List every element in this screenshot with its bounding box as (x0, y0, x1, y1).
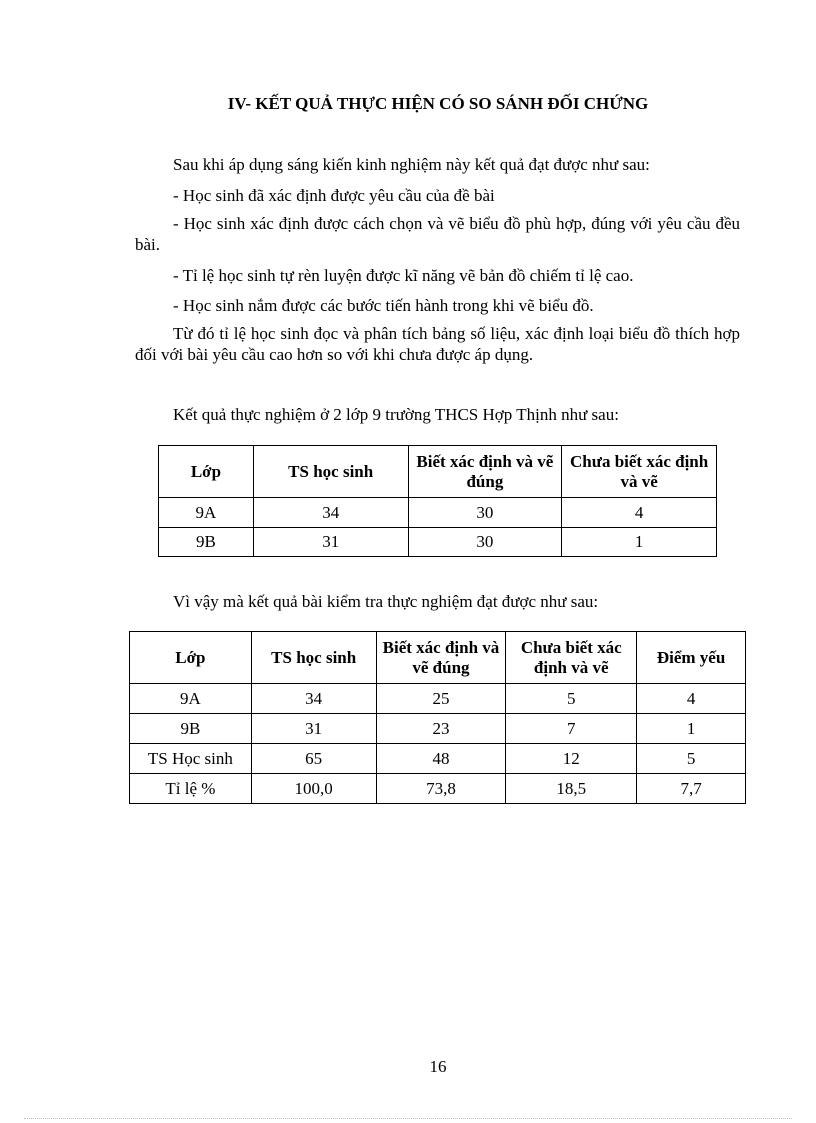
header-cell: Chưa biết xác định và vẽ (562, 446, 717, 498)
table-cell: 73,8 (376, 774, 506, 804)
result-point-3: - Tỉ lệ học sinh tự rèn luyện được kĩ năng vẽ bản đồ chiếm tỉ lệ cao. (173, 266, 634, 285)
table-cell: 5 (637, 744, 746, 774)
table-cell: 23 (376, 714, 506, 744)
table-row (130, 684, 746, 714)
table-row (130, 744, 746, 774)
table-cell: 31 (253, 528, 408, 557)
table-cell: TS Học sinh (130, 744, 252, 774)
header-cell: Lớp (159, 446, 254, 498)
header-cell: TS học sinh (251, 632, 376, 684)
header-cell: TS học sinh (253, 446, 408, 498)
table-header-row (159, 446, 717, 498)
experiment-results-table (158, 445, 717, 557)
header-cell: Biết xác định và vẽ đúng (408, 446, 562, 498)
table-cell: 30 (408, 528, 562, 557)
header-cell: Biết xác định và vẽ đúng (376, 632, 506, 684)
table-cell: 5 (506, 684, 637, 714)
page-number: 16 (429, 1057, 447, 1076)
header-cell: Lớp (130, 632, 252, 684)
intro-paragraph: Sau khi áp dụng sáng kiến kinh nghiệm này kết quả đạt được như sau: (173, 155, 650, 174)
table-row (159, 528, 717, 557)
table-cell: 30 (408, 498, 562, 528)
result-point-4: - Học sinh nắm được các bước tiến hành trong khi vẽ biểu đồ. (173, 296, 594, 315)
table-cell: 1 (562, 528, 717, 557)
table-cell: 31 (251, 714, 376, 744)
table-cell: 7,7 (637, 774, 746, 804)
section-heading: IV- KẾT QUẢ THỰC HIỆN CÓ SO SÁNH ĐỐI CHỨNG (227, 94, 649, 113)
result-point-2: - Học sinh xác định được cách chọn và vẽ biểu đồ phù hợp, đúng với yêu cầu đều bài. (135, 214, 740, 254)
table-cell: 9B (159, 528, 254, 557)
table-cell: Tỉ lệ % (130, 774, 252, 804)
table2-caption: Vì vậy mà kết quả bài kiểm tra thực nghiệm đạt được như sau: (173, 592, 599, 611)
table-cell: 65 (251, 744, 376, 774)
header-cell: Điểm yếu (637, 632, 746, 684)
table-cell: 4 (562, 498, 717, 528)
table-cell: 4 (637, 684, 746, 714)
table-cell: 1 (637, 714, 746, 744)
table-cell: 34 (253, 498, 408, 528)
table-cell: 100,0 (251, 774, 376, 804)
table-row (130, 714, 746, 744)
result-point-1: - Học sinh đã xác định được yêu cầu của đề bài (173, 186, 495, 205)
table-cell: 48 (376, 744, 506, 774)
table-cell: 9A (159, 498, 254, 528)
table1-caption: Kết quả thực nghiệm ở 2 lớp 9 trường THCS Hợp Thịnh như sau: (173, 405, 619, 424)
test-results-table (129, 631, 746, 804)
table-cell: 7 (506, 714, 637, 744)
table-cell: 34 (251, 684, 376, 714)
table-cell: 9A (130, 684, 252, 714)
header-cell: Chưa biết xác định và vẽ (506, 632, 637, 684)
conclusion-paragraph: Từ đó tỉ lệ học sinh đọc và phân tích bảng số liệu, xác định loại biểu đồ thích hợp đối với bài yêu cầu cao hơn so với khi chưa được áp dụng. (135, 324, 740, 364)
table-cell: 9B (130, 714, 252, 744)
table-row (130, 774, 746, 804)
table-cell: 12 (506, 744, 637, 774)
table-header-row (130, 632, 746, 684)
table-cell: 25 (376, 684, 506, 714)
table-row (159, 498, 717, 528)
table-cell: 18,5 (506, 774, 637, 804)
page-bottom-border (24, 1118, 792, 1119)
